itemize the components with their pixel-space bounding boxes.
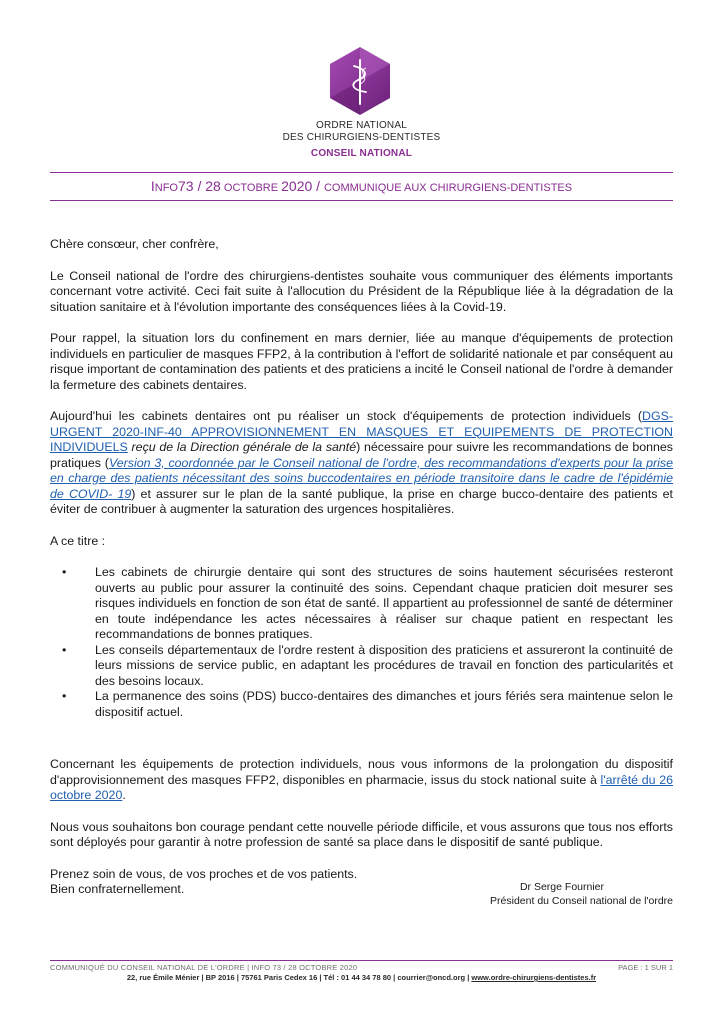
hexagon-caduceus-logo bbox=[328, 46, 392, 116]
paragraph-4: Concernant les équipements de protection individuels, nous vous informons de la prolongation du dispositif d'approvisionnement des masques FFP2, disponibles en pharmacie, issus du stock national suite à l'arrêté du 26 octobre 2020. bbox=[50, 757, 674, 802]
recommendations-link[interactable]: Version 3, coordonnée par le Conseil national de l'ordre, des recommandations d'experts pour la prise en charge des patients nécessitant des soins buccodentaires en période transitoire dans le cadre de l'épidémie de COVID- 19 bbox=[50, 455, 674, 501]
signature-block bbox=[360, 880, 673, 908]
council-name: CONSEIL NATIONAL bbox=[310, 148, 413, 159]
footer-reference: COMMUNIQUÉ DU CONSEIL NATIONAL DE L'ORDRE | INFO 73 / 28 OCTOBRE 2020 bbox=[50, 963, 358, 972]
list-item: • Les conseils départementaux de l'ordre restent à disposition des praticiens et assureront la continuité de leurs missions de service public, en adaptant les procédures de travail en fonction des particularités et des besoins locaux. bbox=[95, 643, 673, 690]
footer-website[interactable]: www.ordre-chirurgiens-dentistes.fr bbox=[471, 973, 597, 982]
page-number: PAGE : 1 SUR 1 bbox=[618, 963, 673, 972]
paragraph-3: Aujourd'hui les cabinets dentaires ont pu réaliser un stock d'équipements de protection individuels (DGS-URGENT 2020-INF-40 APPROVISIONNEMENT EN MASQUES ET EQUIPEMENTS DE PROTECTION INDIVIDUELS reçu de la Direction générale de la santé) nécessaire pour suivre les recommandations de bonnes pratiques (Version 3, coordonnée par le Conseil national de l'ordre, des recommandations d'experts pour la prise en charge des patients nécessitant des soins buccodentaires en période transitoire dans le cadre de l'épidémie de COVID- 19) et assurer sur le plan de la santé publique, la prise en charge bucco-dentaire des patients et éviter de contribuer à augmenter la saturation des urgences hospitalières. bbox=[50, 409, 674, 516]
subject-line: INFO73 / 28 OCTOBRE 2020 / COMMUNIQUE AUX CHIRURGIENS-DENTISTES bbox=[150, 178, 573, 194]
dgs-urgent-link[interactable]: DGS-URGENT 2020-INF-40 APPROVISIONNEMENT EN MASQUES ET EQUIPEMENTS DE PROTECTION INDIVIDUELS bbox=[50, 409, 673, 454]
header-rule-top bbox=[50, 172, 673, 173]
org-name-line2: DES CHIRURGIENS-DENTISTES bbox=[282, 132, 441, 143]
footer-address: 22, rue Émile Ménier | BP 2016 | 75761 Paris Cedex 16 | Tél : 01 44 34 78 80 | courrier@oncd.org | www.ordre-chirurgiens-dentistes.fr bbox=[126, 973, 597, 982]
closing-line-1: Prenez soin de vous, de vos proches et de vos patients. bbox=[50, 866, 358, 881]
footer-rule bbox=[50, 960, 673, 961]
arrete-link[interactable]: l'arrêté du 26 octobre 2020 bbox=[50, 772, 674, 802]
paragraph-2: Pour rappel, la situation lors du confinement en mars dernier, liée au manque d'équipements de protection individuels en particulier de masques FFP2, à la contribution à l'effort de solidarité nationale et par conséquent au risque important de contamination des patients et des praticiens a incité le Conseil national de l'ordre à demander la fermeture des cabinets dentaires. bbox=[50, 331, 673, 392]
subject-title: COMMUNIQUE AUX CHIRURGIENS-DENTISTES bbox=[323, 182, 573, 194]
closing-line-2: Bien confraternellement. bbox=[50, 882, 185, 896]
list-item: • La permanence des soins (PDS) bucco-dentaires des dimanches et jours fériés sera maintenue selon le dispositif actuel. bbox=[95, 689, 673, 720]
footer-email[interactable]: courrier@oncd.org bbox=[397, 973, 466, 982]
signatory-title: Président du Conseil national de l'ordre bbox=[490, 895, 673, 907]
paragraph-1: Le Conseil national de l'ordre des chirurgiens-dentistes souhaite vous communiquer des éléments importants concernant votre activité. Ceci fait suite à l'allocution du Président de la République liée à la dégradation de la situation sanitaire et à l'évolution importante des conséquences liées à la Covid-19. bbox=[50, 268, 673, 314]
signatory-name: Dr Serge Fournier bbox=[519, 881, 604, 893]
letter-body bbox=[50, 237, 673, 898]
paragraph-5: Nous vous souhaitons bon courage pendant cette nouvelle période difficile, et vous assurons que tous nos efforts sont déployés pour garantir à notre profession de santé sa place dans le dispositif de santé publique. bbox=[50, 819, 673, 849]
list-intro: A ce titre : bbox=[50, 533, 106, 548]
measures-list bbox=[50, 565, 673, 720]
list-item: • Les cabinets de chirurgie dentaire qui sont des structures de soins hautement sécurisées resteront ouverts au public pour assurer la continuité des soins. Cependant chaque praticien doit mesurer ses risques individuels en fonction de son état de santé. Il appartient au professionnel de santé de déterminer en toute indépendance les actes nécessaires à réaliser sur chaque patient en respectant les recommandations de bonnes pratiques. bbox=[95, 565, 673, 643]
salutation: Chère consœur, cher confrère, bbox=[50, 237, 219, 251]
org-name-line1: ORDRE NATIONAL bbox=[316, 120, 407, 131]
header-rule-bottom bbox=[50, 200, 673, 201]
